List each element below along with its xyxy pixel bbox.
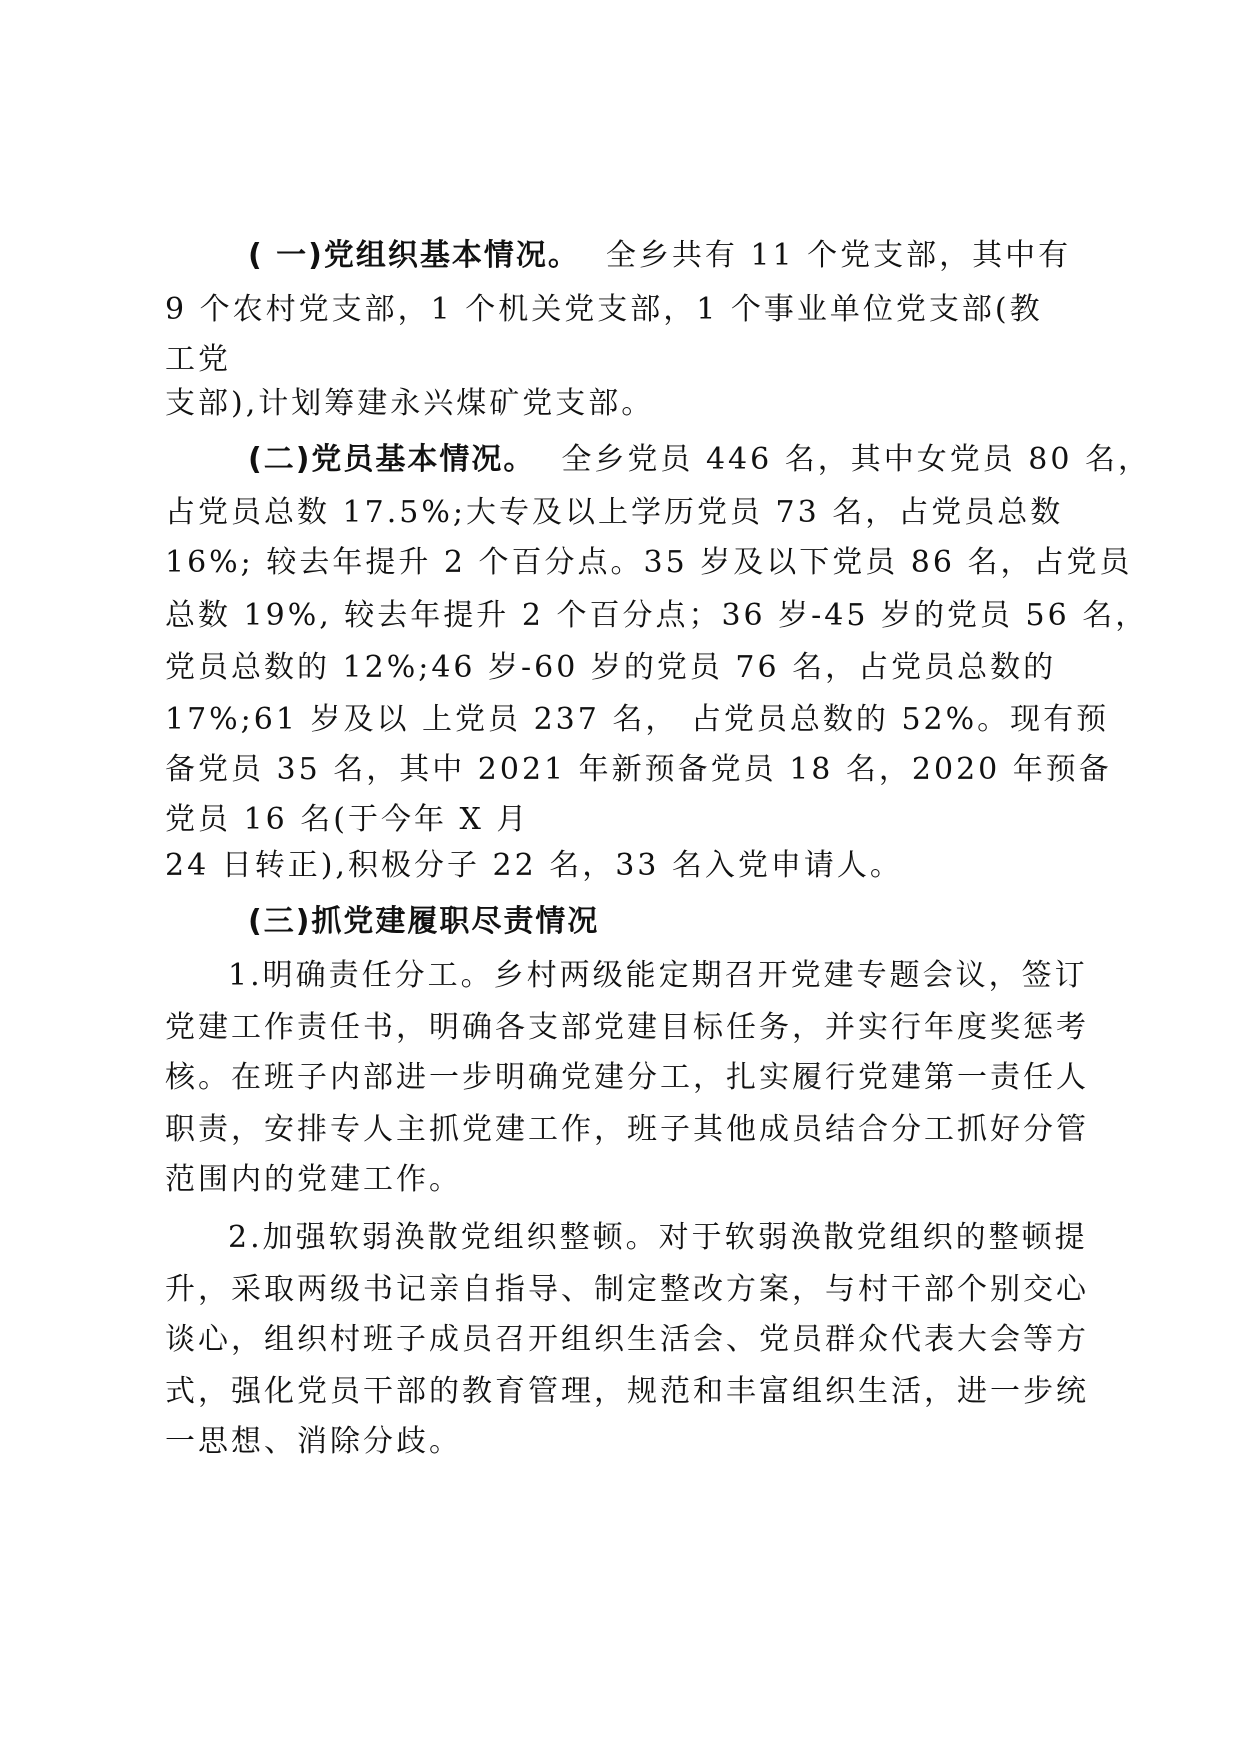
section2-line-6: 17%;61 岁及以 上党员 237 名， 占党员总数的 52%。现有预 [165,702,1110,737]
section2-line-5: 党员总数的 12%;46 岁-60 岁的党员 76 名，占党员总数的 [165,650,1057,685]
section2-line-4: 总数 19%, 较去年提升 2 个百分点；36 岁-45 岁的党员 56 名， [165,598,1149,633]
item1-line-4: 职责，安排专人主抓党建工作，班子其他成员结合分工抓好分管 [165,1112,1089,1147]
section1-line-3: 工党 [165,342,231,377]
section2-heading: (二)党员基本情况。 [248,442,536,477]
section2-line-3: 16%; 较去年提升 2 个百分点。35 岁及以下党员 86 名，占党员 [165,545,1133,580]
section2-line-2: 占党员总数 17.5%;大专及以上学历党员 73 名，占党员总数 [165,495,1064,530]
item1-line-3: 核。在班子内部进一步明确党建分工，扎实履行党建第一责任人 [165,1060,1089,1095]
section2-first-line [248,440,1168,480]
item2-line-1: 2.加强软弱涣散党组织整顿。对于软弱涣散党组织的整顿提 [228,1220,1088,1255]
section2-line-9: 24 日转正),积极分子 22 名，33 名入党申请人。 [165,848,903,883]
item2-line-3: 谈心，组织村班子成员召开组织生活会、党员群众代表大会等方 [165,1322,1089,1357]
section1-line-2: 9 个农村党支部，1 个机关党支部，1 个事业单位党支部(教 [165,292,1043,327]
section1-first-line [248,236,1168,276]
section2-line-7: 备党员 35 名，其中 2021 年新预备党员 18 名，2020 年预备 [165,752,1112,787]
item1-line-1: 1.明确责任分工。乡村两级能定期召开党建专题会议，签订 [228,958,1088,993]
section1-line-1: 全乡共有 11 个党支部，其中有 [605,238,1072,273]
item2-line-5: 一思想、消除分歧。 [165,1424,462,1459]
section2-line-1: 全乡党员 446 名，其中女党员 80 名， [561,442,1152,477]
section2-line-8: 党员 16 名(于今年 X 月 [165,802,530,837]
section1-line-4: 支部),计划筹建永兴煤矿党支部。 [165,386,655,421]
item1-line-5: 范围内的党建工作。 [165,1162,462,1197]
item2-line-4: 式，强化党员干部的教育管理，规范和丰富组织生活，进一步统 [165,1374,1089,1409]
section1-heading: ( 一)党组织基本情况。 [248,238,580,273]
section3-heading: (三)抓党建履职尽责情况 [248,904,600,939]
item2-line-2: 升，采取两级书记亲自指导、制定整改方案，与村干部个别交心 [165,1272,1089,1307]
item1-line-2: 党建工作责任书，明确各支部党建目标任务，并实行年度奖惩考 [165,1010,1089,1045]
